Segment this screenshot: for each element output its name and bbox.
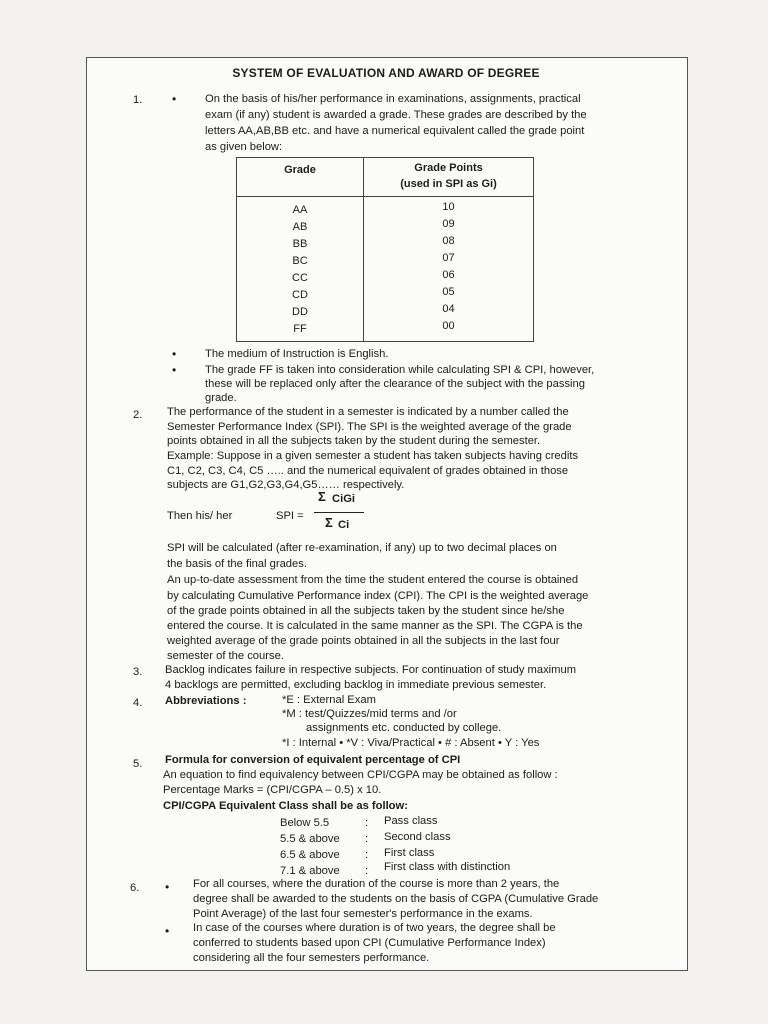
s2-line: weighted average of the grade points obtained in all the subjects in the last four <box>167 635 560 647</box>
column-header-points-note: (used in SPI as Gi) <box>400 178 497 190</box>
s2-line: semester of the course. <box>167 650 284 662</box>
s1-line: as given below: <box>205 141 283 153</box>
s2-line: of the grade points obtained in all the subjects taken by the student since he/she <box>167 605 565 617</box>
column-header-grade: Grade <box>284 164 316 176</box>
sigma-symbol: Σ <box>325 515 333 530</box>
grade-cell: BC <box>292 255 308 267</box>
s2-line: The performance of the student in a semester is indicated by a number called the <box>167 406 569 418</box>
section-number: 4. <box>133 697 143 709</box>
class-separator: : <box>365 817 369 829</box>
points-cell: 08 <box>442 235 455 247</box>
bullet: • <box>165 924 170 938</box>
s1-medium: The medium of Instruction is English. <box>205 348 389 360</box>
grade-table <box>236 157 534 342</box>
section-number: 2. <box>133 409 143 421</box>
abbr-line: *I : Internal • *V : Viva/Practical • # : Absent • Y : Yes <box>282 737 540 749</box>
class-name: First class with distinction <box>384 861 511 873</box>
points-cell: 05 <box>442 286 455 298</box>
s6-line: For all courses, where the duration of the course is more than 2 years, the <box>193 878 560 890</box>
s5-heading: Formula for conversion of equivalent percentage of CPI <box>165 754 461 766</box>
class-range: 6.5 & above <box>280 849 340 861</box>
s6-line: considering all the four semesters performance. <box>193 952 430 964</box>
s1-ff-line: these will be replaced only after the clearance of the subject with the passing <box>205 378 585 390</box>
section-number: 3. <box>133 666 143 678</box>
s1-ff-line: The grade FF is taken into consideration while calculating SPI & CPI, however, <box>205 364 595 376</box>
s1-line: letters AA,AB,BB etc. and have a numerical equivalent called the grade point <box>205 125 585 137</box>
sigma-symbol: Σ <box>318 489 326 504</box>
abbr-line: assignments etc. conducted by college. <box>306 722 502 734</box>
bullet: • <box>172 347 177 361</box>
points-cell: 06 <box>442 269 455 281</box>
s2-line: SPI will be calculated (after re-examination, if any) up to two decimal places on <box>167 542 557 554</box>
table-divider <box>237 196 533 197</box>
grade-cell: DD <box>292 306 308 318</box>
s2-line: Example: Suppose in a given semester a student has taken subjects having credits <box>167 450 579 462</box>
s5-line: An equation to find equivalency between CPI/CGPA may be obtained as follow : <box>163 769 558 781</box>
s2-line: the basis of the final grades. <box>167 558 307 570</box>
class-name: First class <box>384 847 435 859</box>
class-range: Below 5.5 <box>280 817 330 829</box>
grade-cell: BB <box>292 238 308 250</box>
s6-line: In case of the courses where duration is of two years, the degree shall be <box>193 922 556 934</box>
column-header-points: Grade Points <box>414 162 483 174</box>
grade-cell: FF <box>293 323 307 335</box>
s6-line: Point Average) of the last four semester's performance in the exams. <box>193 908 533 920</box>
s2-line: by calculating Cumulative Performance index (CPI). The CPI is the weighted average <box>167 590 589 602</box>
class-separator: : <box>365 849 369 861</box>
s6-line: conferred to students based upon CPI (Cumulative Performance Index) <box>193 937 546 949</box>
points-cell: 10 <box>442 201 455 213</box>
s1-line: exam (if any) student is awarded a grade. These grades are described by the <box>205 109 587 121</box>
points-cell: 00 <box>442 320 455 332</box>
points-cell: 07 <box>442 252 455 264</box>
points-cell: 09 <box>442 218 455 230</box>
s1-line: On the basis of his/her performance in examinations, assignments, practical <box>205 93 581 105</box>
s2-line: subjects are G1,G2,G3,G4,G5…… respectively. <box>167 479 405 491</box>
s3-line: Backlog indicates failure in respective subjects. For continuation of study maximum <box>165 664 577 676</box>
class-range: 7.1 & above <box>280 865 340 877</box>
class-separator: : <box>365 833 369 845</box>
class-separator: : <box>365 865 369 877</box>
bullet: • <box>172 363 177 377</box>
s2-line: An up-to-date assessment from the time the student entered the course is obtained <box>167 574 579 586</box>
s2-line: Semester Performance Index (SPI). The SPI is the weighted average of the grade <box>167 421 572 433</box>
section-number: 5. <box>133 758 143 770</box>
class-range: 5.5 & above <box>280 833 340 845</box>
s2-line: points obtained in all the subjects taken by the student during the semester. <box>167 435 541 447</box>
s3-line: 4 backlogs are permitted, excluding backlog in immediate previous semester. <box>165 679 547 691</box>
bullet: • <box>172 92 177 106</box>
grade-cell: CC <box>292 272 308 284</box>
then-label: Then his/ her <box>167 510 233 522</box>
s2-line: C1, C2, C3, C4, C5 ….. and the numerical equivalent of grades obtained in those <box>167 465 569 477</box>
grade-cell: CD <box>292 289 308 301</box>
abbr-line: *M : test/Quizzes/mid terms and /or <box>282 708 457 720</box>
s5-line: Percentage Marks = (CPI/CGPA – 0.5) x 10. <box>163 784 382 796</box>
s5-subheading: CPI/CGPA Equivalent Class shall be as follow: <box>163 800 408 812</box>
section-number: 6. <box>130 882 140 894</box>
section-number: 1. <box>133 94 143 106</box>
spi-label: SPI = <box>276 510 304 522</box>
points-cell: 04 <box>442 303 455 315</box>
formula-denominator: Ci <box>338 519 350 531</box>
formula-numerator: CiGi <box>332 493 355 505</box>
class-name: Second class <box>384 831 451 843</box>
abbr-line: *E : External Exam <box>282 694 376 706</box>
class-name: Pass class <box>384 815 438 827</box>
abbreviations-label: Abbreviations : <box>165 695 247 707</box>
grade-cell: AA <box>292 204 308 216</box>
s2-line: entered the course. It is calculated in the same manner as the SPI. The CGPA is the <box>167 620 583 632</box>
page-title: SYSTEM OF EVALUATION AND AWARD OF DEGREE <box>232 66 540 80</box>
s1-ff-line: grade. <box>205 392 237 404</box>
bullet: • <box>165 880 170 894</box>
s6-line: degree shall be awarded to the students on the basis of CGPA (Cumulative Grade <box>193 893 599 905</box>
fraction-bar <box>314 512 364 513</box>
grade-cell: AB <box>292 221 308 233</box>
